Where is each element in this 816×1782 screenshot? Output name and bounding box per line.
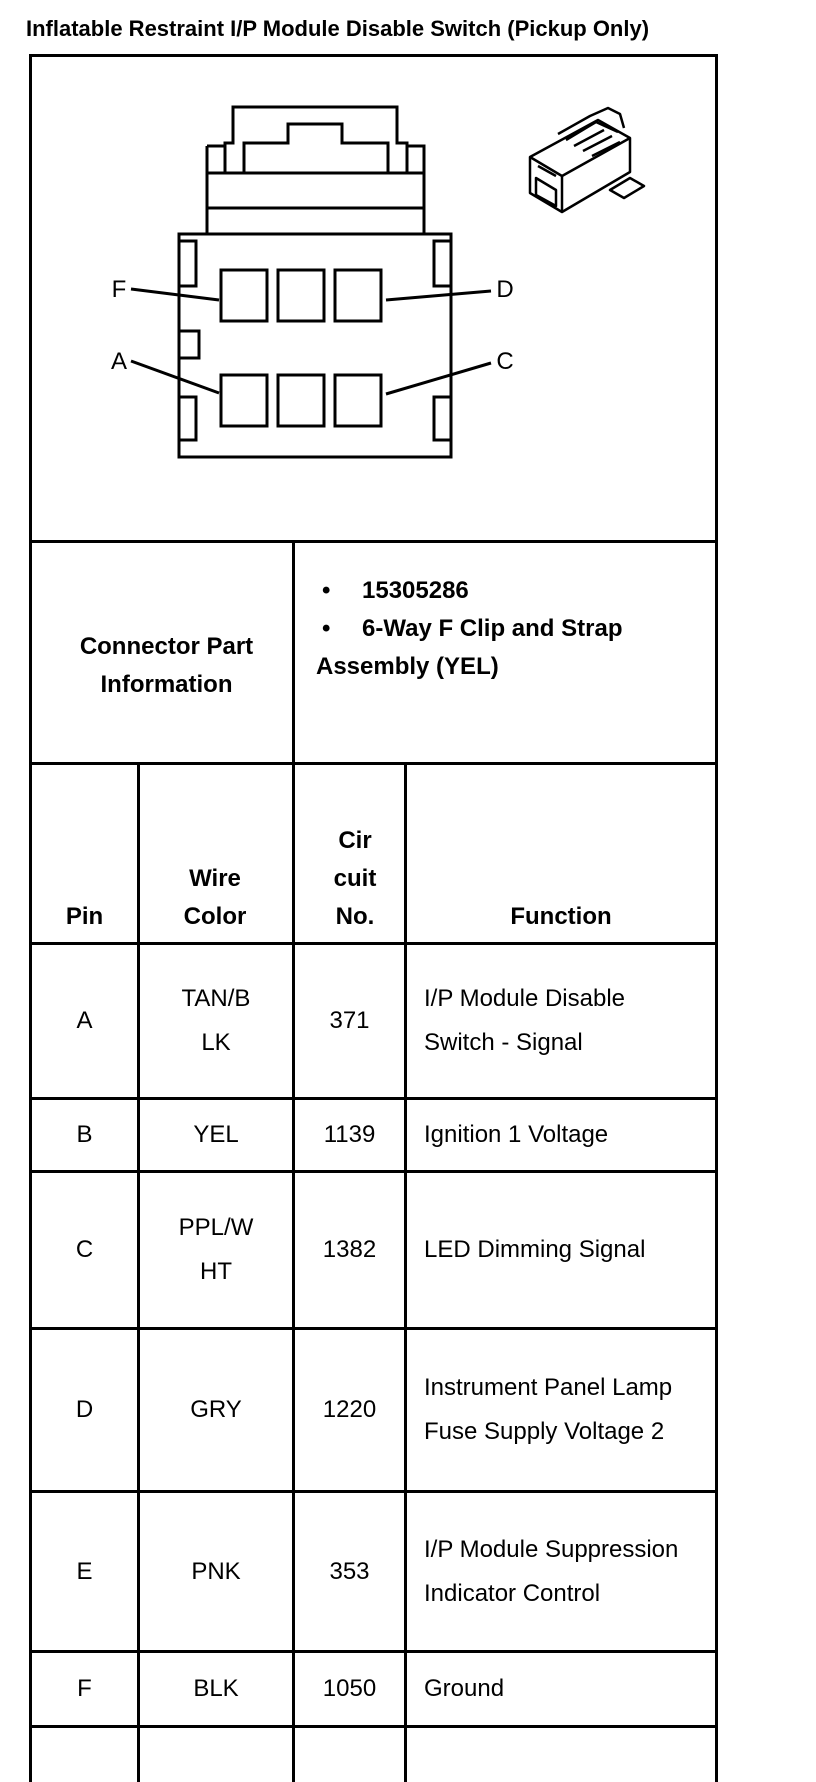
cell-function-text: Ignition 1 Voltage (424, 1121, 609, 1148)
page-title: Inflatable Restraint I/P Module Disable Switch (Pickup Only) (26, 16, 650, 41)
cell-pin-text: E (76, 1557, 93, 1585)
part-description-item: • 6-Way F Clip and Strap Assembly (YEL) (316, 615, 623, 680)
rule-diagram-bottom (29, 540, 718, 543)
cell-wire-color-text: BLK (193, 1675, 239, 1702)
cell-pin (32, 1173, 137, 1327)
cell-wire-color (140, 1173, 292, 1327)
cell-wire-color (140, 1330, 292, 1490)
cell-circuit-text: 371 (329, 1007, 370, 1034)
cell-pin-text: C (75, 1236, 94, 1263)
cell-wire-color (140, 1653, 292, 1725)
cell-function-text: I/P Module Suppression Indicator Control (424, 1535, 679, 1607)
cell-pin (32, 1653, 137, 1725)
cell-circuit (295, 945, 404, 1097)
cell-pin-text: A (76, 1007, 93, 1034)
cell-wire-color-text: PNK (191, 1557, 241, 1585)
cell-circuit (295, 1653, 404, 1725)
cell-circuit (295, 1173, 404, 1327)
cell-function-text: I/P Module Disable Switch - Signal (424, 985, 625, 1056)
cell-circuit-text: 1050 (322, 1675, 377, 1702)
cell-circuit (295, 1330, 404, 1490)
cell-function (407, 1653, 715, 1725)
cell-circuit (295, 1100, 404, 1170)
connector-part-info-label: Connector Part Information (79, 633, 254, 698)
cell-pin-text: F (77, 1675, 92, 1702)
cell-wire-color (140, 1493, 292, 1650)
cell-circuit-text: 353 (329, 1557, 370, 1585)
cell-circuit-text: 1220 (322, 1396, 377, 1423)
cell-function-text: Instrument Panel Lamp Fuse Supply Voltage 2 (424, 1374, 673, 1445)
cell-function-text: LED Dimming Signal (424, 1236, 646, 1263)
cell-function-text: Ground (424, 1675, 505, 1702)
cell-wire-color-text: GRY (190, 1396, 242, 1423)
cell-circuit (295, 1493, 404, 1650)
cell-wire-color-text: YEL (193, 1121, 239, 1148)
part-number-item: • 15305286 (322, 577, 469, 604)
header-function: Function (510, 903, 612, 930)
part-description: 6-Way F Clip and Strap Assembly (YEL) (316, 615, 623, 680)
cell-wire-color (140, 945, 292, 1097)
header-wire-color: Wire Color (183, 865, 247, 930)
cell-function (407, 1173, 715, 1327)
diagram-label-a: A (110, 348, 127, 375)
header-circuit-no: Cir cuit No. (333, 827, 377, 930)
connector-part-info-list (316, 572, 706, 686)
rule-info-bottom (29, 762, 718, 765)
rule-row-f (29, 1725, 718, 1728)
header-pin: Pin (65, 903, 104, 930)
cell-function (407, 1493, 715, 1650)
cell-wire-color (140, 1100, 292, 1170)
part-number: 15305286 (362, 577, 469, 604)
cell-pin (32, 1330, 137, 1490)
cell-pin (32, 945, 137, 1097)
diagram-label-c: C (496, 348, 514, 375)
diagram-label-d: D (496, 276, 514, 303)
cell-function (407, 1330, 715, 1490)
cell-pin-text: B (76, 1121, 93, 1148)
cell-wire-color-text: PPL/W HT (178, 1214, 254, 1285)
cell-function (407, 945, 715, 1097)
cell-function (407, 1100, 715, 1170)
cell-wire-color-text: TAN/B LK (181, 985, 251, 1056)
cell-pin (32, 1493, 137, 1650)
diagram-label-f: F (111, 276, 127, 303)
cell-pin-text: D (75, 1396, 94, 1423)
cell-circuit-text: 1382 (322, 1236, 377, 1263)
cell-pin (32, 1100, 137, 1170)
cell-circuit-text: 1139 (323, 1121, 376, 1148)
